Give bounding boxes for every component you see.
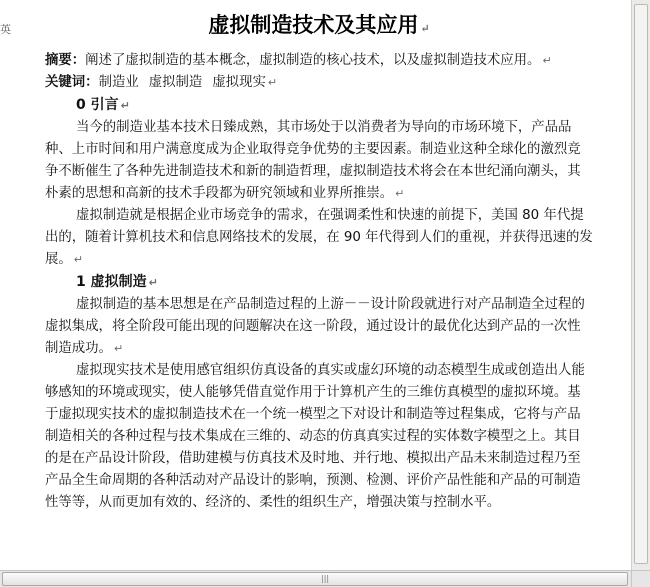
grip-icon: ||| (321, 574, 330, 583)
keyword: 虚拟现实 (212, 75, 266, 90)
vertical-scrollbar[interactable] (631, 0, 650, 570)
paragraph: 虚拟制造的基本思想是在产品制造过程的上游－－设计阶段就进行对产品制造全过程的虚拟集成，将全阶段可能出现的问题解决在这一阶段，通过设计的最优化达到产品的一次性制造成功。 ↵ (45, 297, 585, 356)
keywords: 关键词：制造业 虚拟制造 虚拟现实 ↵ (45, 75, 278, 90)
keyword: 虚拟制造 (148, 75, 203, 90)
horizontal-scrollbar[interactable] (0, 570, 631, 587)
section-heading-introduction: 0 引言 ↵ (76, 97, 130, 113)
abstract: 摘要：阐述了虚拟制造的基本概念，虚拟制造的核心技术，以及虚拟制造技术应用。 ↵ (45, 53, 552, 68)
paragraph-mark: ↵ (420, 22, 430, 35)
horizontal-scroll-thumb[interactable] (2, 572, 628, 586)
document-title: 虚拟制造技术及其应用 ↵ (208, 12, 430, 37)
abstract-text: 阐述了虚拟制造的基本概念，虚拟制造的核心技术，以及虚拟制造技术应用。 (85, 53, 541, 68)
paragraph: 虚拟制造就是根据企业市场竞争的需求，在强调柔性和快速的前提下，美国 80 年代提出的，随着计算机技术和信息网络技术的发展，在 90 年代得到人们的重视，并获得迅速的发展。 ↵ (45, 208, 593, 267)
keyword: 制造业 (98, 75, 139, 90)
keywords-label: 关键词： (45, 75, 99, 90)
vertical-scroll-thumb[interactable] (634, 4, 648, 564)
document-content (45, 10, 593, 514)
language-indicator: 英 (0, 23, 11, 36)
abstract-label: 摘要： (45, 53, 86, 68)
paragraph: 虚拟现实技术是使用感官组织仿真设备的真实或虚幻环境的动态模型生成或创造出人能够感知的环境或现实，使人能够凭借直觉作用于计算机产生的三维仿真模型的虚拟环境。基于虚拟现实技术的虚拟制造技术在一个统一模型之下对设计和制造等过程集成，它将与产品制造相关的各种过程与技术集成在三维的、动态的仿真真实过程的实体数字模型之上。其目的是在产品设计阶段，借助建模与仿真技术及时地、并行地、模拟出产品未来制造过程乃至产品全生命周期的各种活动对产品设计的影响，预测、检测、评价产品性能和产品的可制造性等等，从而更加有效的、经济的、柔性的组织生产，增强决策与控制水平。 (45, 363, 585, 510)
section-heading-virtual-manufacturing: 1 虚拟制造 ↵ (76, 274, 158, 290)
paragraph: 当今的制造业基本技术日臻成熟，其市场处于以消费者为导向的市场环境下，产品品种、上市时间和用户满意度成为企业取得竞争优势的主要因素。制造业这种全球化的激烈竞争不断催生了各种先进制造技术和新的制造哲理，虚拟制造技术将会在本世纪涌向潮头，其朴素的思想和高新的技术手段都为研究领域和业界所推崇。 ↵ (45, 120, 581, 201)
scrollbar-corner (631, 570, 650, 587)
